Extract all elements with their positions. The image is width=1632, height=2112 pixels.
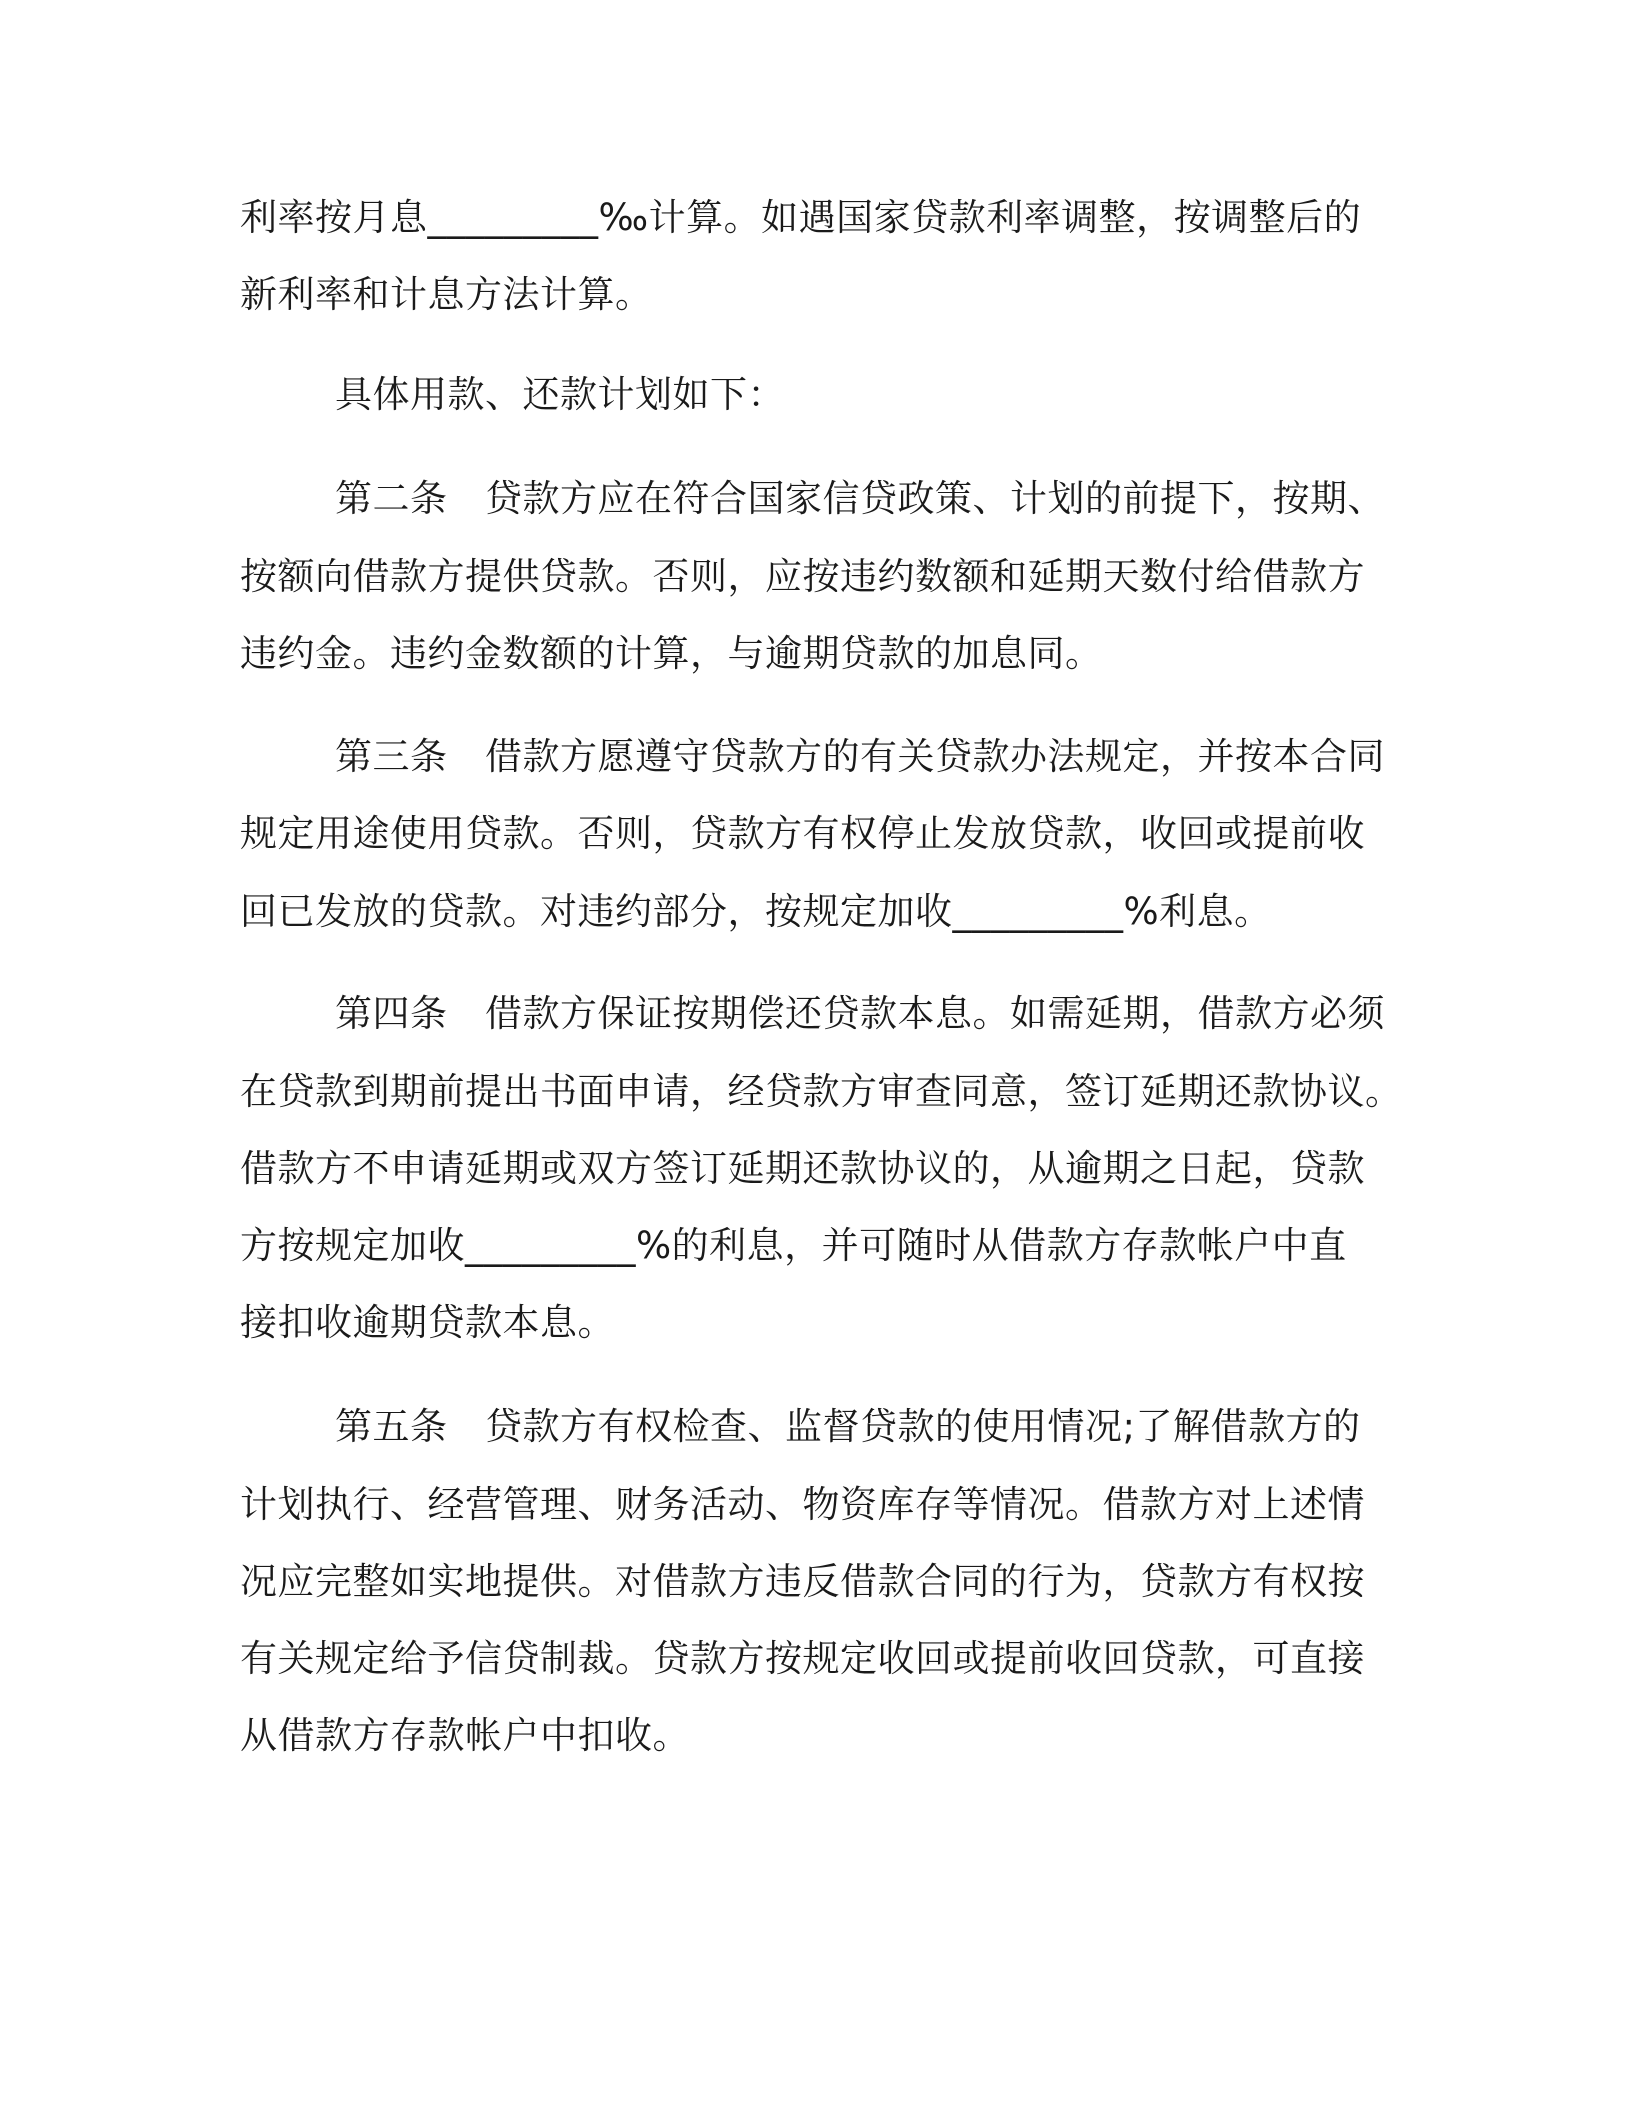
text-line: 接扣收逾期贷款本息。 (240, 1301, 615, 1344)
text-line: 规定用途使用贷款。否则，贷款方有权停止发放贷款，收回或提前收 (240, 812, 1365, 855)
text-line: 计划执行、经营管理、财务活动、物资库存等情况。借款方对上述情 (240, 1483, 1365, 1526)
text-line: 有关规定给予信贷制裁。贷款方按规定收回或提前收回贷款，可直接 (240, 1637, 1365, 1680)
article-4-heading-line: 第四条 借款方保证按期偿还贷款本息。如需延期，借款方必须 (335, 992, 1385, 1035)
text-line: 具体用款、还款计划如下： (335, 373, 785, 416)
text-line: 新利率和计息方法计算。 (240, 273, 653, 316)
article-2-heading-line: 第二条 贷款方应在符合国家信贷政策、计划的前提下，按期、 (335, 477, 1385, 520)
text-line: 方按规定加收_________%的利息，并可随时从借款方存款帐户中直 (240, 1224, 1347, 1267)
article-3-heading-line: 第三条 借款方愿遵守贷款方的有关贷款办法规定，并按本合同 (335, 735, 1385, 778)
text-line: 借款方不申请延期或双方签订延期还款协议的，从逾期之日起，贷款 (240, 1147, 1365, 1190)
text-line: 回已发放的贷款。对违约部分，按规定加收_________%利息。 (240, 890, 1272, 933)
article-5-heading-line: 第五条 贷款方有权检查、监督贷款的使用情况;了解借款方的 (335, 1405, 1361, 1448)
text-line: 按额向借款方提供贷款。否则，应按违约数额和延期天数付给借款方 (240, 555, 1365, 598)
text-line: 况应完整如实地提供。对借款方违反借款合同的行为，贷款方有权按 (240, 1560, 1365, 1603)
text-line: 利率按月息_________‰计算。如遇国家贷款利率调整，按调整后的 (240, 196, 1362, 239)
text-line: 在贷款到期前提出书面申请，经贷款方审查同意，签订延期还款协议。 (240, 1070, 1403, 1113)
text-line: 从借款方存款帐户中扣收。 (240, 1714, 690, 1757)
text-line: 违约金。违约金数额的计算，与逾期贷款的加息同。 (240, 632, 1103, 675)
